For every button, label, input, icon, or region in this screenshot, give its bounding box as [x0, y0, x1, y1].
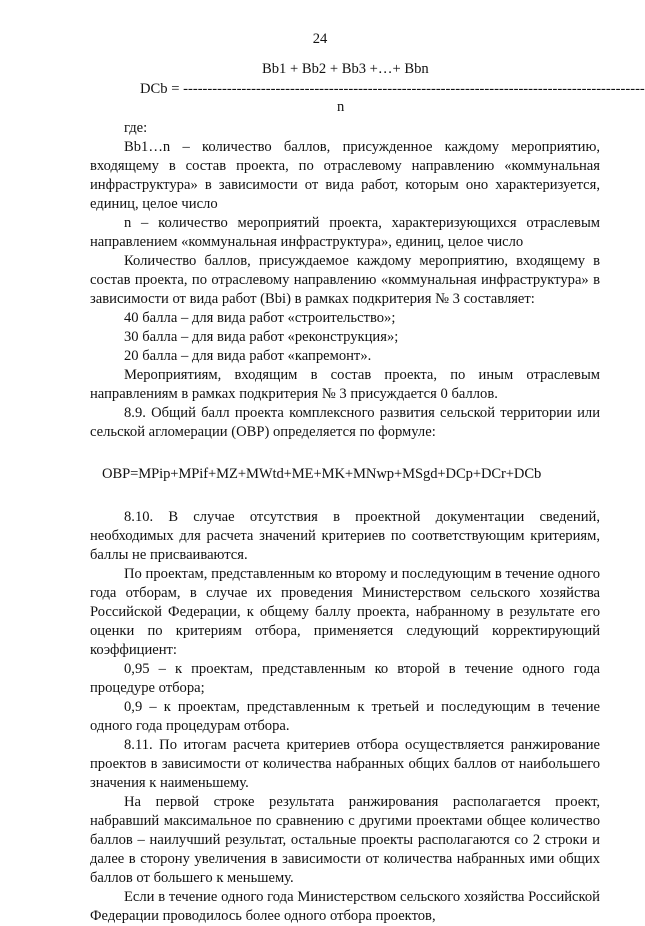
list-item-repair: 20 балла – для вида работ «капремонт».: [124, 348, 372, 364]
formula-numerator: Bb1 + Bb2 + Bb3 +…+ Bbn: [262, 61, 429, 77]
paragraph-ranking-first: На первой строке результата ранжирования располагается проект, набравший максимальное по сравнению с другими проектами общее количество баллов – наилучший результат, остальные проекты располагаются со 2 строки и далее в сторону увеличения в зависимости от количества набранных ими общих баллов от большего к меньшему.: [90, 794, 600, 886]
fraction-dashes: -----------------------------------------------------------------------------------------------: [183, 81, 645, 97]
paragraph-coef-09: 0,9 – к проектам, представленным к третьей и последующим в течение одного года процедурам отбора.: [90, 699, 600, 734]
paragraph-coef-095: 0,95 – к проектам, представленным ко второй в течение одного года процедуре отбора;: [90, 661, 600, 696]
formula-obp: OBP=MPip+MPif+MZ+MWtd+ME+MK+MNwp+MSgd+DCp+DCr+DCb: [102, 466, 542, 482]
paragraph-repeat-projects: По проектам, представленным ко второму и последующим в течение одного года отборам, в случае их проведения Министерством сельского хозяйства Российской Федерации, к общему баллу проекта, набранному в результате его оценки по критериям отбора, применяется следующий корректирующий коэффициент:: [90, 566, 600, 658]
paragraph-n-definition: n – количество мероприятий проекта, характеризующихся отраслевым направлением «коммунальная инфраструктура», единиц, целое число: [90, 215, 600, 250]
paragraph-8-9: 8.9. Общий балл проекта комплексного развития сельской территории или сельской агломерации (OBP) определяется по формуле:: [90, 405, 600, 440]
formula-fraction-line: [140, 80, 645, 99]
paragraph-points-intro: Количество баллов, присуждаемое каждому мероприятию, входящему в состав проекта, по отраслевому направлению «коммунальная инфраструктура» в зависимости от вида работ (Bbi) в рамках подкритерия № 3 составляет:: [90, 253, 600, 307]
list-item-construction: 40 балла – для вида работ «строительство»;: [124, 310, 396, 326]
paragraph-bb-definition: Bb1…n – количество баллов, присужденное каждому мероприятию, входящему в состав проекта, по отраслевому направлению «коммунальная инфраструктура» в зависимости от вида работ, которым оно характеризуется, единиц, целое число: [90, 139, 600, 212]
paragraph-other-directions: Мероприятиям, входящим в состав проекта, по иным отраслевым направлениям в рамках подкритерия № 3 присуждается 0 баллов.: [90, 367, 600, 402]
formula-lhs: DCb =: [140, 81, 184, 97]
paragraph-8-10: 8.10. В случае отсутствия в проектной документации сведений, необходимых для расчета значений критериев по соответствующим критериям, баллы не присваиваются.: [90, 509, 600, 563]
paragraph-multiple-selections: Если в течение одного года Министерством сельского хозяйства Российской Федерации проводилось более одного отбора проектов,: [90, 889, 600, 924]
paragraph-where: где:: [124, 120, 148, 136]
body-text: [90, 119, 600, 926]
page-number: 24: [312, 31, 328, 47]
list-item-reconstruction: 30 балла – для вида работ «реконструкция»;: [124, 329, 399, 345]
formula-denominator: n: [337, 99, 345, 115]
paragraph-8-11: 8.11. По итогам расчета критериев отбора осуществляется ранжирование проектов в зависимости от количества набранных общих баллов от наибольшего значения к наименьшему.: [90, 737, 600, 791]
